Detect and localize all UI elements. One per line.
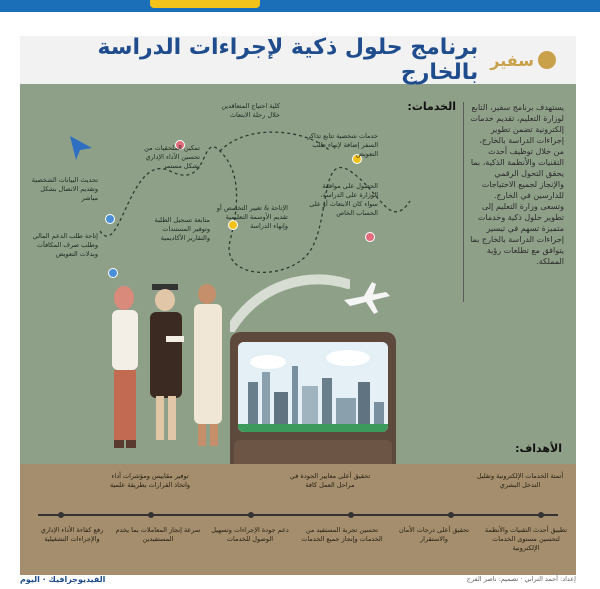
services-path	[90, 111, 430, 291]
footer-credit: إعداد: أحمد الترابي · تصميم: ناصر الفرج	[466, 575, 576, 583]
city-skyline	[238, 342, 388, 432]
infographic-header	[20, 36, 576, 84]
wing-icon	[538, 51, 556, 69]
service-item: كلية احتياج المتعاقدين خلال رحلة الابتعاث	[221, 102, 280, 119]
timeline-dot	[348, 512, 354, 518]
goals-title: الأهداف:	[515, 442, 562, 455]
service-item: تمكين الملحقيات من تحسين الأداء الإداري بشكل مستمر	[144, 144, 200, 170]
top-tab	[150, 0, 260, 8]
timeline-dot	[448, 512, 454, 518]
service-item: متابعة تسجيل الطلبة وتوفير المستندات والتقارير الأكاديمية	[154, 216, 210, 242]
goal-item: رفع كفاءة الأداء الإداري والإجراءات التشغيلية	[40, 526, 104, 543]
timeline-dot	[148, 512, 154, 518]
intro-paragraph: يستهدف برنامج سفير، التابع لوزارة التعليم، تقديم خدمات إلكترونية تضمن تطوير إجراءات الدراسة بالخارج، من خلال توظيف أحدث التقنيات والأنظمة الذكية، بما يحقق التحول الرقمي والإنجاز لجميع الاحتياجات للدارسين في الخارج. وتسعى وزارة التعليم إلى تطوير حلول ذكية وخدمات متميزة تسهم في تيسير إجراءات الدراسة بالخارج بما يتوافق مع تطلعات رؤية المملكة.	[463, 102, 564, 302]
goals-section	[20, 442, 576, 576]
service-item: خدمات شخصية تتابع تذاكر السفر إضافة لإنهاء طلب التعويض	[307, 132, 378, 158]
goal-item: أتمتة الخدمات الإلكترونية وتقليل التدخل البشري	[476, 472, 564, 489]
infographic-title: برنامج حلول ذكية لإجراءات الدراسة بالخارج	[97, 35, 479, 85]
logo-text: سفير	[490, 50, 534, 70]
timeline-dot	[538, 512, 544, 518]
goal-item: توفير مقاييس ومؤشرات أداء واتخاذ القرارات بطريقة علمية	[109, 472, 191, 489]
goal-item: دعم جودة الإجراءات وتسهيل الوصول للخدمات	[211, 526, 289, 543]
services-title: الخدمات:	[407, 100, 456, 113]
footer	[0, 575, 600, 589]
goals-timeline	[38, 514, 558, 516]
timeline-dot	[58, 512, 64, 518]
service-dot	[365, 232, 375, 242]
flight-trail	[230, 272, 350, 332]
top-bar	[0, 0, 600, 12]
service-dot	[105, 214, 115, 224]
service-item: تحديث البيانات الشخصية وتقديم الاتصال بشكل مباشر	[31, 176, 98, 202]
paper-plane-icon	[66, 132, 96, 162]
skyline-scene	[238, 342, 388, 432]
students-illustration	[102, 276, 237, 462]
infographic-frame	[20, 36, 576, 576]
footer-brand: الفيديوجرافيك · اليوم	[20, 575, 106, 584]
goal-item: تحقيق أعلى درجات الأمان والاستقرار	[398, 526, 470, 543]
service-item: إتاحة طلب الدعم المالي وطلب صرف المكافآت وبدلات التعويض	[32, 232, 98, 258]
service-item: الإتاحة & تغيير التخصص أو تقديم الأوسمة التعليمية وإنهاء الدراسة	[216, 204, 288, 230]
goal-item: تحسين تجربة المستفيد من الخدمات وإنجاز جميع الخدمات	[301, 526, 383, 543]
service-item: الحصول على موافقة الوزارة على الدراسة، سواء كان الابتعاث أو على الحساب الخاص	[309, 182, 378, 217]
goal-item: تطبيق أحدث التقنيات والأنظمة لتحسين مستوى الخدمات الإلكترونية	[484, 526, 568, 552]
goal-item: تحقيق أعلى معايير الجودة في مراحل العمل كافة	[289, 472, 371, 489]
timeline-dot	[248, 512, 254, 518]
safeer-logo	[490, 51, 556, 70]
goal-item: سرعة إنجاز المعاملات بما يخدم المستفيدين	[115, 526, 201, 543]
